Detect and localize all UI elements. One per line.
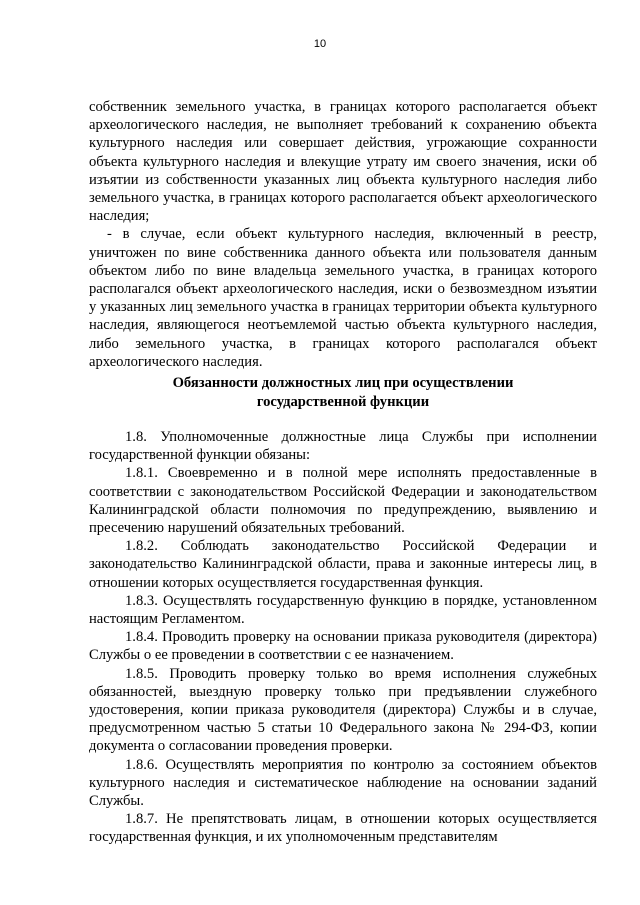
paragraph-1-8-6: 1.8.6. Осуществлять мероприятия по контролю за состоянием объектов культурного наследия и систематическое наблюдение на основании заданий Службы. [89,756,597,810]
paragraph-1-8-4: 1.8.4. Проводить проверку на основании приказа руководителя (директора) Службы о ее проведении в соответствии с ее назначением. [89,629,597,664]
paragraph-1-8-2: 1.8.2. Соблюдать законодательство Российской Федерации и законодательство Калининградской области, права и законные интересы лиц, в отношении которых осуществляется государственная функция. [89,538,597,591]
section-heading-line-2: государственной функции [256,394,430,410]
paragraph-1-8-7: 1.8.7. Не препятствовать лицам, в отношении которых осуществляется государственная функция, и их уполномоченным представителям [89,811,597,846]
body-text-block [89,428,597,847]
paragraph-1-8-3: 1.8.3. Осуществлять государственную функцию в порядке, установленном настоящим Регламентом. [89,592,597,628]
paragraph-1-8-5: 1.8.5. Проводить проверку только во время исполнения служебных обязанностей, выездную проверку только при предъявлении служебного удостоверения, копии приказа руководителя (директора) Службы и в случае, предусмотренном частью 5 статьи 10 Федерального закона № 294-ФЗ, копии документа о согласовании проведения проверки. [89,665,597,755]
paragraph-list-item: - в случае, если объект культурного наследия, включенный в реестр, уничтожен по вине собственника данного объекта или пользователя данным объектом либо по вине владельца земельного участка, в границах которого располагался объект археологического наследия, иски о безвозмездном изъятии у указанных лиц земельного участка в границах территории объекта культурного наследия, являющегося неотъемлемой частью объекта культурного наследия, либо земельного участка, в границах которого располагался объект археологического наследия. [89,226,597,370]
paragraph-1-8: 1.8. Уполномоченные должностные лица Службы при исполнении государственной функции обязаны: [89,429,597,464]
paragraph-1-8-1: 1.8.1. Своевременно и в полной мере исполнять предоставленные в соответствии с законодательством Российской Федерации и законодательством Калининградской области полномочия по предупреждению, выявлению и пресечению нарушений обязательных требований. [89,465,597,537]
paragraph-continuation: собственник земельного участка, в границах которого располагается объект археологического наследия, не выполняет требований к сохранению объекта культурного наследия или совершает действия, угрожающие сохранности объекта культурного наследия и влекущие утрату им своего значения, иски об изъятии из собственности указанных лиц объекта культурного наследия либо земельного участка, в границах которого располагается объект археологического наследия; [89,99,597,225]
section-heading-line-1: Обязанности должностных лиц при осуществлении [172,375,514,391]
page-number: 10 [313,38,327,50]
top-text-block [89,98,597,371]
section-heading [89,374,597,412]
